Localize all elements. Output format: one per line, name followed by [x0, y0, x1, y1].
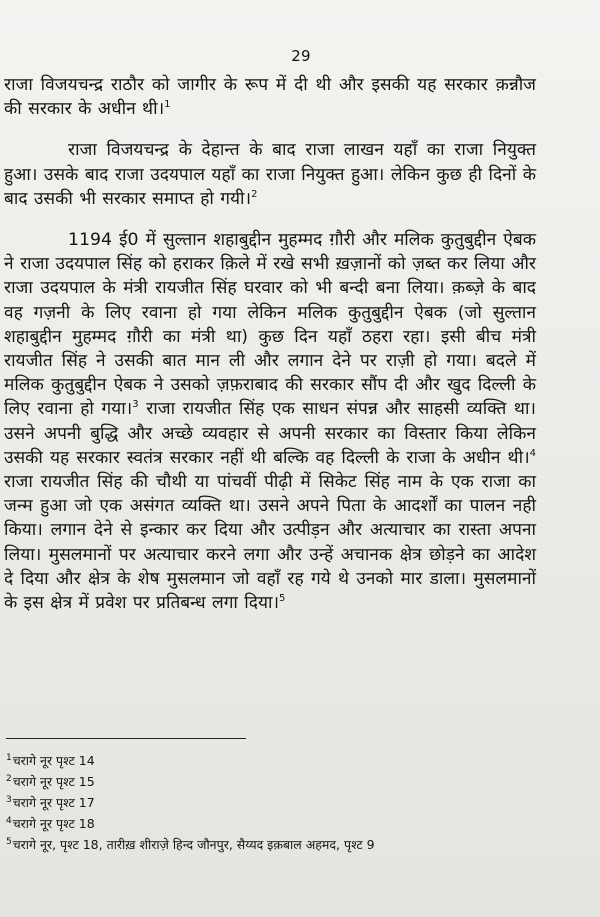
- footnote-text: चरागे नूर पृश्ट 15: [12, 774, 95, 789]
- paragraph-2-text: राजा विजयचन्द्र के देहान्त के बाद राजा लाखन यहाँ का राजा नियुक्त हुआ। उसके बाद राजा उदयपाल यहाँ का राजा नियुक्त हुआ। लेकिन कुछ ही दिनों के बाद उसकी भी सरकार समाप्त हो गयी।: [4, 140, 536, 209]
- footnote-3: [6, 791, 566, 812]
- footnote-text: चरागे नूर पृश्ट 17: [12, 795, 95, 810]
- footnote-text: चरागे नूर, पृश्ट 18, तारीख़ शीराज़े हिन्द जौनपुर, सैय्यद इक़बाल अहमद, पृश्ट 9: [12, 837, 375, 852]
- footnote-number: 3: [6, 795, 12, 805]
- footnote-separator: [6, 738, 246, 739]
- paragraph-2: [4, 138, 536, 211]
- footnote-marker-3: 3: [132, 399, 139, 411]
- paragraph-gap: [4, 211, 536, 228]
- paragraph-3-part-2: राजा रायजीत सिंह एक साधन संपन्न और साहसी व्यक्ति था। उसने अपनी बुद्धि और अच्छे व्यवहार से अपनी सरकार का विस्तार किया लेकिन उसकी यह सरकार स्वतंत्र सरकार नहीं थी बल्कि वह दिल्ली के राजा के अधीन थी।: [4, 399, 536, 468]
- footnote-marker-4: 4: [529, 447, 536, 459]
- paragraph-3-part-3: राजा रायजीत सिंह की चौथी या पांचवीं पीढ़ी में सिकेट सिंह नाम के एक राजा का जन्म हुआ जो एक असंगत व्यक्ति था। उसने अपने पिता के आदर्शों का पालन नही किया। लगान देने से इन्कार कर दिया और उत्पीड़न और अत्याचार का रास्ता अपना लिया। मुसलमानों पर अत्याचार करने लगा और उन्हें अचानक क्षेत्र छोड़ने का आदेश दे दिया और क्षेत्र के शेष मुसलमान जो वहाँ रह गये थे उनको मार डाला। मुसलमानों के इस क्षेत्र में प्रवेश पर प्रतिबन्ध लगा दिया।: [4, 472, 536, 614]
- footnotes-section: [6, 749, 566, 854]
- footnote-number: 1: [6, 753, 12, 763]
- main-text: [4, 73, 536, 615]
- footnote-text: चरागे नूर पृश्ट 18: [12, 816, 95, 831]
- footnote-marker-1: 1: [164, 99, 171, 111]
- footnote-5: [6, 833, 566, 854]
- footnote-2: [6, 770, 566, 791]
- footnote-number: 2: [6, 774, 12, 784]
- paragraph-3: [4, 228, 536, 615]
- footnote-text: चरागे नूर पृश्ट 14: [12, 753, 95, 768]
- paragraph-gap: [4, 121, 536, 138]
- page-number: 29: [291, 47, 311, 65]
- footnote-number: 5: [6, 837, 12, 847]
- footnote-4: [6, 812, 566, 833]
- footnote-1: [6, 749, 566, 770]
- footnote-number: 4: [6, 816, 12, 826]
- footnote-marker-5: 5: [279, 593, 286, 605]
- paragraph-3-part-1: 1194 ई0 में सुल्तान शहाबुद्दीन मुहम्मद ग़ौरी और मलिक कुतुबुद्दीन ऐबक ने राजा उदयपाल सिंह को हराकर क़िले में रखे सभी ख़ज़ानों को ज़ब्त कर लिया और राजा उदयपाल के मंत्री रायजीत सिंह घरवार को भी बन्दी बना लिया। क़ब्ज़े के बाद वह गज़नी के लिए रवाना हो गया लेकिन मलिक कुतुबुद्दीन ऐबक (जो सुल्तान शहाबुद्दीन मुहम्मद ग़ौरी का मंत्री था) कुछ दिन यहाँ ठहरा रहा। इसी बीच मंत्री रायजीत सिंह ने उसकी बात मान ली और लगान देने पर राज़ी हो गया। बदले में मलिक कुतुबुद्दीन ऐबक ने उसको ज़फ़राबाद की सरकार सौंप दी और खुद दिल्ली के लिए रवाना हो गया।: [4, 230, 536, 420]
- footnote-marker-2: 2: [251, 188, 258, 200]
- paragraph-1-text: राजा विजयचन्द्र राठौर को जागीर के रूप में दी थी और इसकी यह सरकार क़न्नौज की सरकार के अधीन थी।: [4, 75, 536, 120]
- paragraph-1: [4, 73, 536, 121]
